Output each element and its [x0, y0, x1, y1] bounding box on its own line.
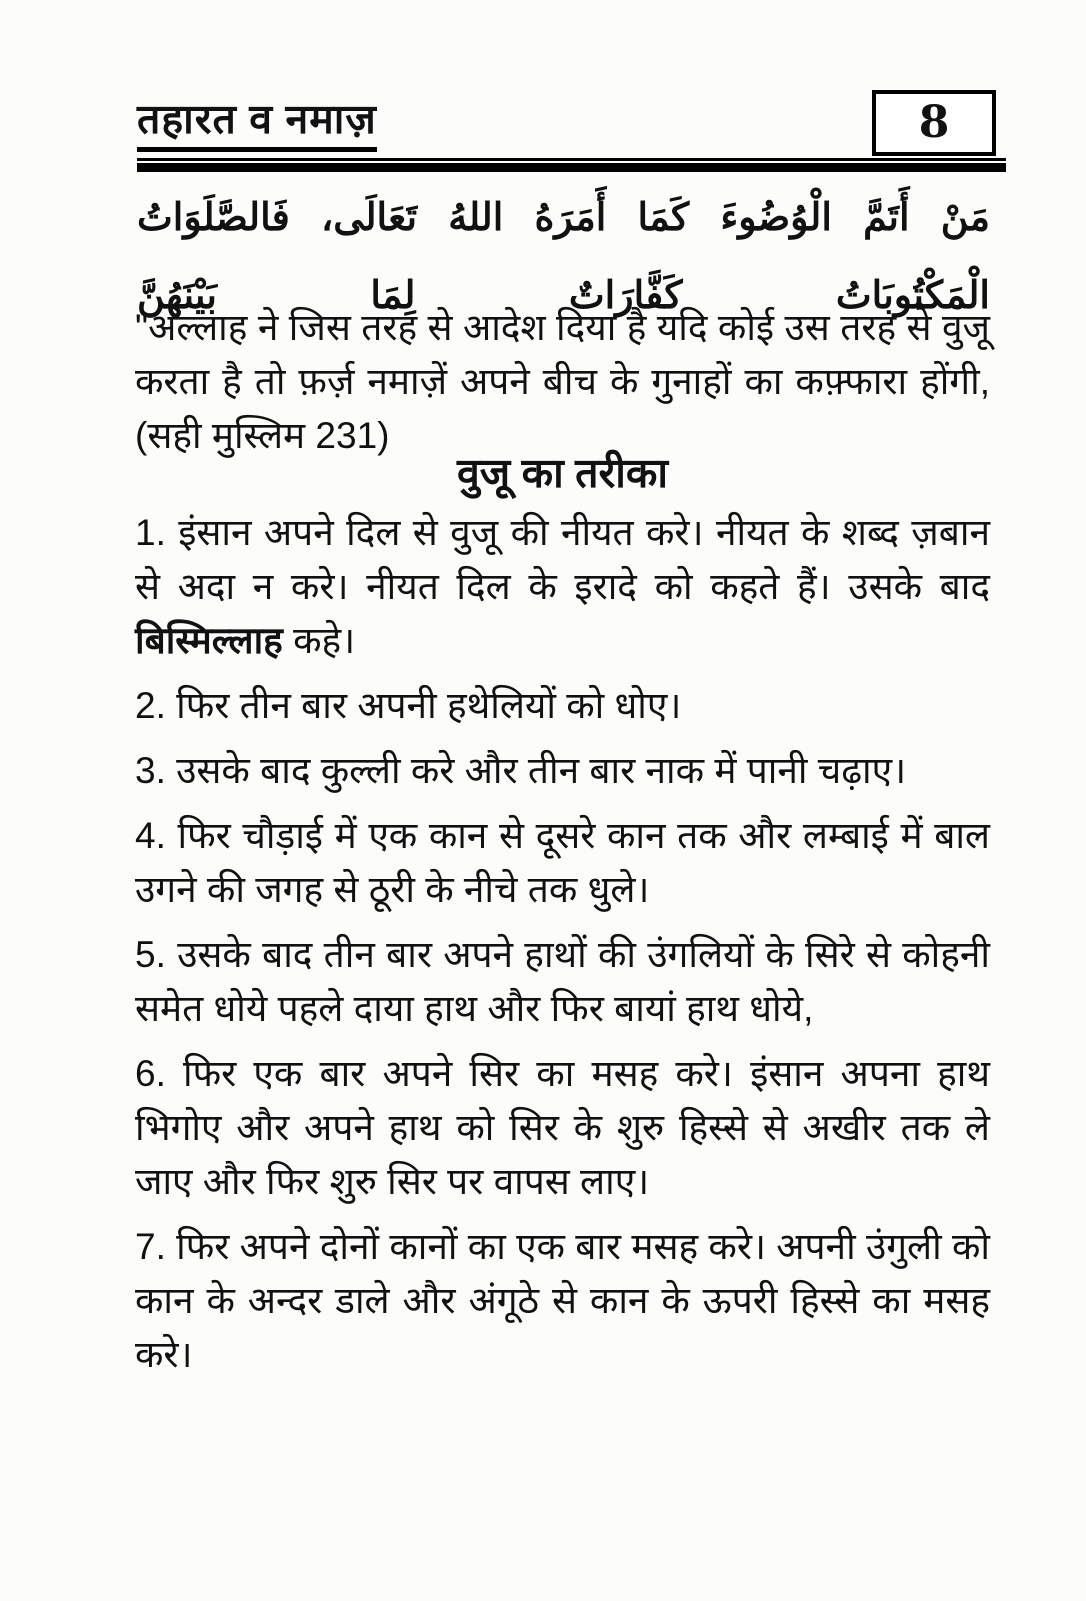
step-item — [135, 506, 990, 668]
hadith-translation-paragraph: "अल्लाह ने जिस तरह से आदेश दिया है यदि कोई उस तरह से वुजू करता है तो फ़र्ज़ नमाज़ें अपने बीच के गुनाहों का कफ़्फारा होंगी, (सही मुस्लिम 231) — [135, 307, 990, 456]
step-item — [135, 1220, 990, 1382]
step-text: कहे। — [282, 620, 356, 661]
step-text: फिर तीन बार अपनी हथेलियों को धोए। — [176, 685, 682, 726]
page-number-box — [872, 90, 996, 156]
step-text: इंसान अपने दिल से वुजू की नीयत करे। नीयत के शब्द ज़बान से अदा न करे। नीयत दिल के इरादे को कहते हैं। उसके बाद — [135, 512, 990, 607]
step-text-bold: बिस्मिल्लाह — [135, 620, 283, 661]
step-number: 5. — [135, 934, 178, 975]
wudu-steps-list — [135, 506, 990, 1393]
arabic-hadith-text: مَنْ أَتَمَّ الْوُضُوءَ كَمَا أَمَرَهُ اللهُ تَعَالَى، فَالصَّلَوَاتُ الْمَكْتُوبَاتُ كَفَّارَاتٌ لِمَا بَيْنَهُنَّ — [137, 194, 990, 317]
step-item — [135, 744, 990, 798]
step-text: उसके बाद कुल्ली करे और तीन बार नाक में पानी चढ़ाए। — [176, 750, 907, 791]
step-item — [135, 809, 990, 917]
step-number: 6. — [135, 1053, 184, 1094]
header-rule-thin-line — [137, 158, 1006, 161]
page-title: तहारत व नमाज़ — [137, 97, 377, 152]
step-item — [135, 679, 990, 733]
step-number: 2. — [135, 685, 177, 726]
step-item — [135, 1047, 990, 1209]
step-text: फिर अपने दोनों कानों का एक बार मसह करे। अपनी उंगुली को कान के अन्दर डाले और अंगूठे से कान के ऊपरी हिस्से का मसह करे। — [135, 1226, 990, 1375]
step-text: उसके बाद तीन बार अपने हाथों की उंगलियों के सिरे से कोहनी समेत धोये पहले दाया हाथ और फिर बायां हाथ धोये, — [135, 934, 990, 1029]
page-number: 8 — [918, 97, 950, 148]
header-rule — [137, 158, 1006, 172]
step-number: 1. — [135, 512, 179, 553]
section-heading: वुजू का तरीका — [457, 450, 668, 496]
step-number: 4. — [135, 815, 178, 856]
header-rule-thick-line — [137, 163, 1006, 172]
step-text: फिर चौड़ाई में एक कान से दूसरे कान तक और लम्बाई में बाल उगने की जगह से ठूरी के नीचे तक धुले। — [135, 815, 991, 910]
step-item — [135, 928, 990, 1036]
step-text: फिर एक बार अपने सिर का मसह करे। इंसान अपना हाथ भिगोए और अपने हाथ को सिर के शुरु हिस्से से अखीर तक ले जाए और फिर शुरु सिर पर वापस लाए। — [135, 1053, 990, 1202]
step-number: 3. — [135, 750, 177, 791]
step-number: 7. — [135, 1226, 177, 1267]
